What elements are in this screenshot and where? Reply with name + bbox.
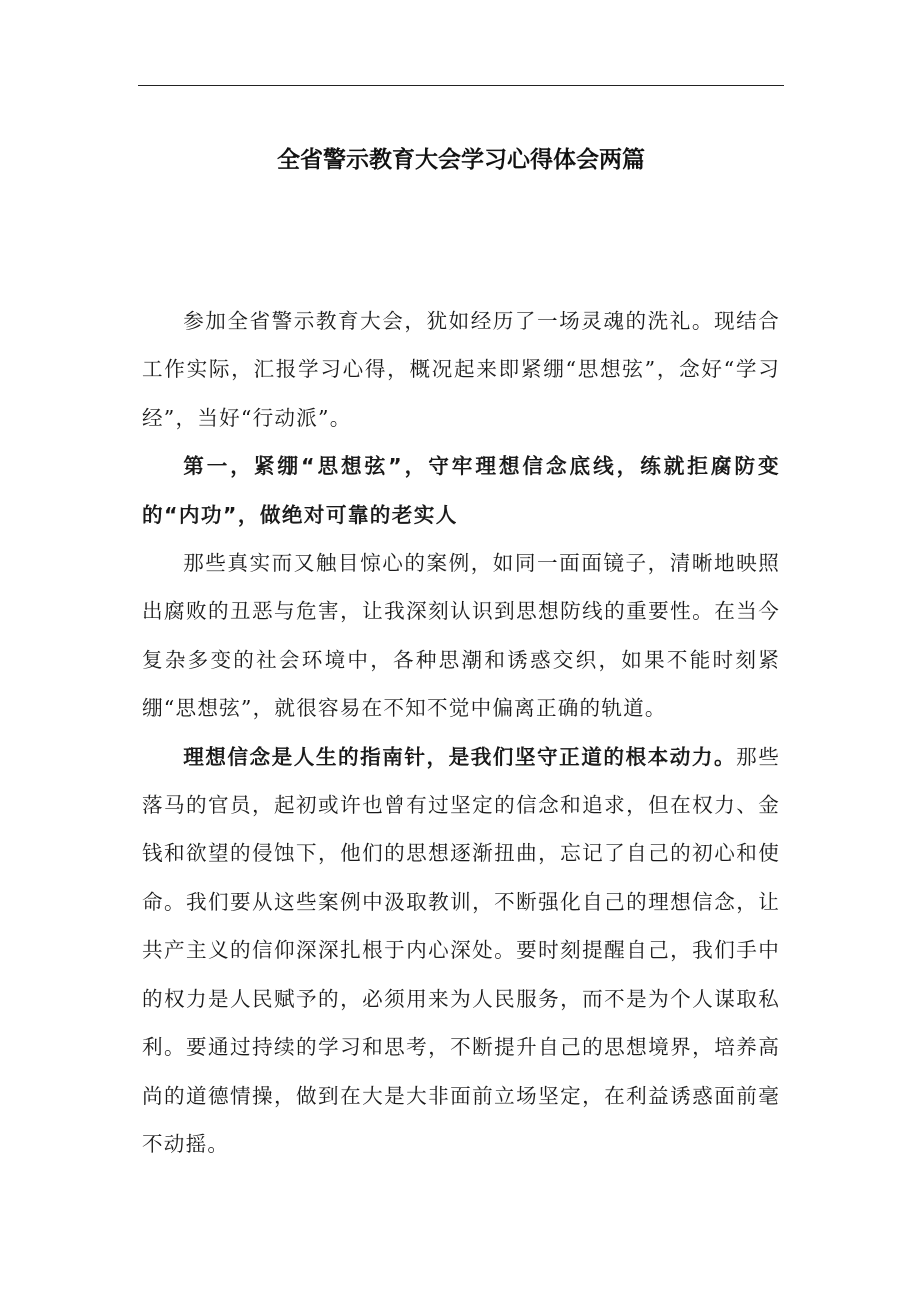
intro-paragraph: 参加全省警示教育大会，犹如经历了一场灵魂的洗礼。现结合工作实际，汇报学习心得，概况起来即紧绷“思想弦”，念好“学习经”，当好“行动派”。 xyxy=(142,309,780,430)
body-paragraph-two-rest: 那些落马的官员，起初或许也曾有过坚定的信念和追求，但在权力、金钱和欲望的侵蚀下，他们的思想逐渐扭曲，忘记了自己的初心和使命。我们要从这些案例中汲取教训，不断强化自己的理想信念，让共产主义的信仰深深扎根于内心深处。要时刻提醒自己，我们手中的权力是人民赋予的，必须用来为人民服务，而不是为个人谋取私利。要通过持续的学习和思考，不断提升自己的思想境界，培养高尚的道德情操，做到在大是大非面前立场坚定，在利益诱惑面前毫不动摇。 xyxy=(142,744,781,1156)
body-paragraph-two-lead: 理想信念是人生的指南针，是我们坚守正道的根本动力。 xyxy=(183,744,737,769)
header-rule xyxy=(138,85,784,86)
document-title: 全省警示教育大会学习心得体会两篇 xyxy=(277,147,645,173)
section-heading-one: 第一，紧绷“思想弦”，守牢理想信念底线，练就拒腐防变的“内功”，做绝对可靠的老实人 xyxy=(142,454,780,527)
body-paragraph-one: 那些真实而又触目惊心的案例，如同一面面镜子，清晰地映照出腐败的丑恶与危害，让我深刻认识到思想防线的重要性。在当今复杂多变的社会环境中，各种思潮和诱惑交织，如果不能时刻紧绷“思想弦”，就很容易在不知不觉中偏离正确的轨道。 xyxy=(142,551,780,721)
document-body xyxy=(142,297,780,1168)
body-paragraph-two xyxy=(142,733,780,1169)
